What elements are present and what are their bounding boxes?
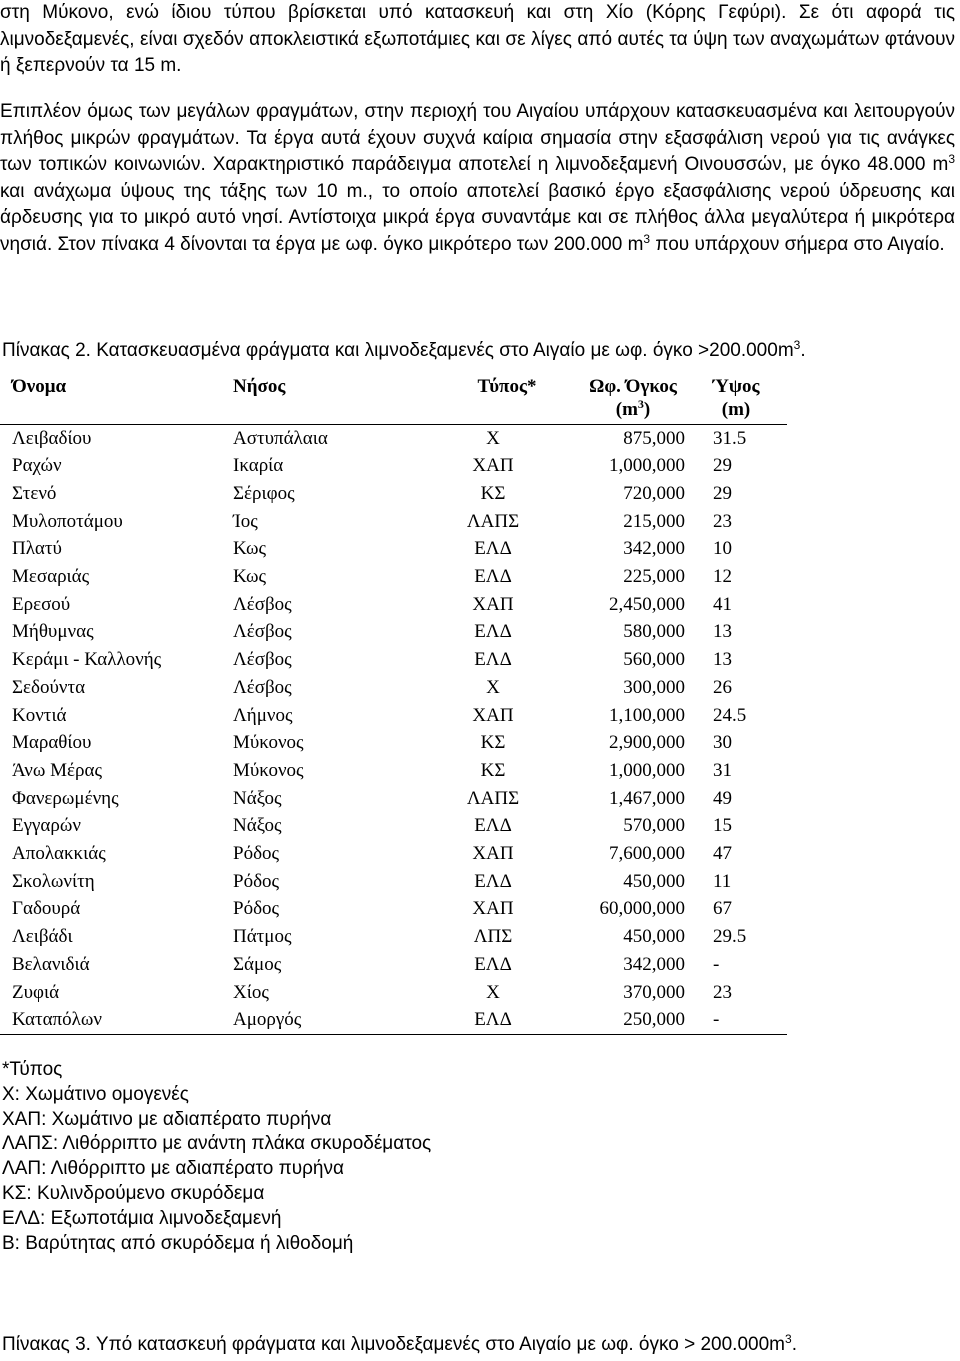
paragraph-text: και ανάχωμα ύψους της τάξης των 10 m., το οποίο αποτελεί βασικό έργο εξασφάλισης νερού ύδρευσης και άρδευσης για το μικρό αυτό νησί. Αντίστοιχα μικρά έργα συναντάμε και σε πλήθος άλλα μεγαλύτερα ή μικρότερα νησιά. Στον πίνακα 4 δίνονται τα έργα με ωφ. όγκο μικρότερο των 200.000 m: [0, 180, 955, 255]
table-row: [0, 508, 787, 536]
cell-height: 29.5: [713, 926, 747, 948]
cell-type: ΧΑΠ: [472, 843, 514, 865]
header-height-unit: (m): [721, 399, 751, 420]
cell-island: Σάμος: [233, 953, 282, 975]
legend-item: Χ: Χωμάτινο ομογενές: [2, 1083, 189, 1105]
superscript: 3: [785, 1332, 792, 1346]
cell-volume: 450,000: [623, 926, 685, 948]
cell-volume: 570,000: [623, 815, 685, 837]
cell-name: Μεσαριάς: [12, 566, 90, 588]
cell-island: Ρόδος: [233, 898, 280, 920]
cell-volume: 560,000: [623, 649, 685, 671]
cell-type: ΛΑΠΣ: [466, 787, 520, 809]
cell-name: Μαραθίου: [12, 732, 92, 754]
cell-volume: 720,000: [623, 482, 685, 504]
cell-island: Κως: [233, 566, 267, 588]
cell-island: Αμοργός: [233, 1009, 302, 1031]
table-row: [0, 452, 787, 480]
cell-island: Ρόδος: [233, 870, 280, 892]
table-row: [0, 618, 787, 646]
cell-height: 67: [713, 898, 732, 920]
cell-name: Στενό: [12, 482, 57, 504]
caption-text: Πίνακας 2. Κατασκευασμένα φράγματα και λιμνοδεξαμενές στο Αιγαίο με ωφ. όγκο >200.000m: [2, 340, 794, 361]
cell-island: Αστυπάλαια: [233, 427, 328, 449]
cell-volume: 450,000: [623, 870, 685, 892]
cell-height: 26: [713, 676, 732, 698]
legend-item: ΛΑΠ: Λιθόρριπτο με αδιαπέρατο πυρήνα: [2, 1158, 344, 1180]
cell-name: Μυλοποτάμου: [12, 510, 123, 532]
cell-island: Νάξος: [233, 815, 282, 837]
cell-island: Χίος: [233, 981, 269, 1003]
cell-type: ΕΛΔ: [474, 621, 512, 643]
cell-island: Λέσβος: [233, 676, 292, 698]
cell-type: ΛΑΠΣ: [466, 510, 520, 532]
cell-type: ΧΑΠ: [472, 898, 514, 920]
table-row: [0, 702, 787, 730]
cell-volume: 1,000,000: [609, 455, 685, 477]
table-row: [0, 591, 787, 619]
cell-island: Ρόδος: [233, 843, 280, 865]
header-volume-unit: (m: [615, 399, 638, 420]
cell-height: 29: [713, 482, 732, 504]
cell-type: ΕΛΔ: [474, 1009, 512, 1031]
cell-type: ΕΛΔ: [474, 815, 512, 837]
table-row: [0, 729, 787, 757]
legend-title: *Τύπος: [2, 1059, 63, 1080]
cell-height: 11: [713, 870, 732, 892]
cell-type: ΛΠΣ: [473, 926, 513, 948]
cell-name: Άνω Μέρας: [12, 759, 102, 781]
cell-height: 31: [713, 759, 732, 781]
cell-island: Μύκονος: [233, 732, 304, 754]
cell-volume: 1,000,000: [609, 759, 685, 781]
cell-name: Σεδούντα: [12, 676, 86, 698]
cell-type: Χ: [486, 981, 500, 1003]
table-header-row: [0, 365, 787, 424]
cell-type: ΧΑΠ: [472, 704, 514, 726]
cell-volume: 215,000: [623, 510, 685, 532]
table-row: [0, 868, 787, 896]
cell-volume: 1,100,000: [609, 704, 685, 726]
superscript: 3: [793, 338, 801, 352]
cell-type: ΕΛΔ: [474, 566, 512, 588]
cell-volume: 875,000: [623, 427, 685, 449]
cell-volume: 580,000: [623, 621, 685, 643]
cell-height: 49: [713, 787, 732, 809]
cell-name: Κεράμι - Καλλονής: [12, 649, 162, 671]
cell-height: 13: [713, 649, 732, 671]
caption-end: .: [800, 340, 806, 361]
cell-height: 13: [713, 621, 732, 643]
cell-name: Ζυφιά: [12, 981, 60, 1003]
table-row: [0, 979, 787, 1007]
cell-type: ΕΛΔ: [474, 649, 512, 671]
caption-end: .: [791, 1334, 797, 1355]
cell-island: Κως: [233, 538, 267, 560]
cell-type: ΧΑΠ: [472, 455, 514, 477]
cell-name: Φανερωμένης: [12, 787, 119, 809]
table-row: [0, 757, 787, 785]
cell-volume: 2,900,000: [609, 732, 685, 754]
legend-item: ΚΣ: Κυλινδρούμενο σκυρόδεμα: [2, 1182, 265, 1204]
cell-name: Λειβάδι: [12, 926, 73, 948]
table-2-caption: [2, 339, 806, 363]
superscript: 3: [948, 152, 955, 166]
legend-item: Β: Βαρύτητας από σκυρόδεμα ή λιθοδομή: [2, 1232, 354, 1254]
table-row: [0, 535, 787, 563]
cell-volume: 2,450,000: [609, 593, 685, 615]
dams-table: [0, 365, 787, 1035]
header-height: [685, 365, 787, 424]
cell-height: 31.5: [713, 427, 747, 449]
cell-island: Λέσβος: [233, 593, 292, 615]
cell-volume: 1,467,000: [609, 787, 685, 809]
cell-name: Πλατύ: [12, 538, 62, 560]
table-3-caption: [2, 1333, 797, 1357]
cell-island: Μύκονος: [233, 759, 304, 781]
cell-type: Χ: [486, 676, 500, 698]
header-volume-line1: Ωφ. Όγκος: [589, 376, 677, 397]
cell-name: Ερεσού: [12, 593, 71, 615]
cell-height: 12: [713, 566, 732, 588]
table-row: [0, 480, 787, 508]
cell-height: 29: [713, 455, 732, 477]
header-volume: [563, 365, 685, 424]
header-name: Όνομα: [12, 376, 67, 397]
cell-height: -: [713, 1009, 720, 1031]
paragraph-text: Επιπλέον όμως των μεγάλων φραγμάτων, στην περιοχή του Αιγαίου υπάρχουν κατασκευασμένα και λειτουργούν πλήθος μικρών φραγμάτων. Τα έργα αυτά έχουν συχνά καίρια σημασία στην εξασφάλιση νερού για τις ανάγκες των τοπικών κοινωνιών. Χαρακτηριστικό παράδειγμα αποτελεί η λιμνοδεξαμενή Οινουσσών, με όγκο 48.000 m: [0, 101, 955, 175]
header-height-line1: Ύψος: [712, 376, 760, 397]
cell-height: 24.5: [713, 704, 747, 726]
cell-height: 23: [713, 510, 732, 532]
cell-volume: 342,000: [623, 538, 685, 560]
table-row: [0, 646, 787, 674]
cell-height: 10: [713, 538, 732, 560]
cell-volume: 342,000: [623, 953, 685, 975]
cell-volume: 370,000: [623, 981, 685, 1003]
cell-name: Μήθυμνας: [12, 621, 94, 643]
cell-name: Σκολωνίτη: [12, 870, 95, 892]
legend-item: ΕΛΔ: Εξωποτάμια λιμνοδεξαμενή: [2, 1207, 282, 1229]
cell-volume: 60,000,000: [599, 898, 685, 920]
superscript: 3: [637, 397, 644, 411]
cell-type: ΚΣ: [480, 759, 506, 781]
cell-island: Πάτμος: [233, 926, 292, 948]
cell-type: ΕΛΔ: [474, 953, 512, 975]
cell-island: Σέριφος: [233, 482, 295, 504]
cell-type: ΚΣ: [480, 732, 506, 754]
cell-name: Ραχών: [12, 455, 62, 477]
cell-type: ΚΣ: [480, 482, 506, 504]
table-body: [0, 424, 787, 1034]
cell-height: -: [713, 953, 720, 975]
header-island: Νήσος: [233, 376, 286, 397]
cell-name: Λειβαδίου: [12, 427, 92, 449]
cell-island: Ίος: [233, 510, 258, 532]
table-row: [0, 840, 787, 868]
cell-island: Ικαρία: [233, 455, 284, 477]
cell-height: 47: [713, 843, 732, 865]
legend-item: ΛΑΠΣ: Λιθόρριπτο με ανάντη πλάκα σκυροδέματος: [2, 1133, 432, 1155]
caption-text: Πίνακας 3. Υπό κατασκευή φράγματα και λιμνοδεξαμενές στο Αιγαίο με ωφ. όγκο > 200.000m: [2, 1334, 785, 1355]
cell-name: Εγγαρών: [12, 815, 81, 837]
cell-island: Λέσβος: [233, 649, 292, 671]
cell-type: ΧΑΠ: [472, 593, 514, 615]
table-row: [0, 674, 787, 702]
cell-name: Απολακκιάς: [12, 843, 106, 865]
cell-name: Καταπόλων: [12, 1009, 102, 1031]
cell-island: Λήμνος: [233, 704, 293, 726]
table-row: [0, 812, 787, 840]
header-volume-unit-end: ): [643, 399, 651, 420]
cell-name: Βελανιδιά: [12, 953, 90, 975]
cell-volume: 225,000: [623, 566, 685, 588]
table-row: [0, 1006, 787, 1034]
table-row: [0, 785, 787, 813]
cell-height: 23: [713, 981, 732, 1003]
cell-height: 30: [713, 732, 732, 754]
table-row: [0, 951, 787, 979]
cell-type: ΕΛΔ: [474, 870, 512, 892]
cell-height: 41: [713, 593, 732, 615]
cell-type: ΕΛΔ: [474, 538, 512, 560]
cell-volume: 250,000: [623, 1009, 685, 1031]
cell-volume: 7,600,000: [609, 843, 685, 865]
paragraph-intro: στη Μύκονο, ενώ ίδιου τύπου βρίσκεται υπό κατασκευή και στη Χίο (Κόρης Γεφύρι). Σε ότι αφορά τις λιμνοδεξαμενές, είναι σχεδόν αποκλειστικά εξωποτάμιες και σε λίγες από αυτές τα ύψη των αναχωμάτων φτάνουν ή ξεπερνούν τα 15 m.: [0, 2, 955, 76]
table-row: [0, 424, 787, 452]
paragraph-small-dams: [0, 99, 955, 258]
table-row: [0, 563, 787, 591]
table-row: [0, 923, 787, 951]
cell-volume: 300,000: [623, 676, 685, 698]
cell-name: Κοντιά: [12, 704, 67, 726]
cell-island: Νάξος: [233, 787, 282, 809]
superscript: 3: [643, 231, 651, 246]
header-type: Τύπος*: [477, 376, 537, 397]
legend-item: ΧΑΠ: Χωμάτινο με αδιαπέρατο πυρήνα: [2, 1108, 332, 1130]
table-row: [0, 895, 787, 923]
cell-height: 15: [713, 815, 732, 837]
cell-island: Λέσβος: [233, 621, 292, 643]
paragraph-text: που υπάρχουν σήμερα στο Αιγαίο.: [650, 233, 945, 255]
cell-name: Γαδουρά: [12, 898, 81, 920]
cell-type: Χ: [486, 427, 500, 449]
type-legend: [2, 1058, 431, 1256]
